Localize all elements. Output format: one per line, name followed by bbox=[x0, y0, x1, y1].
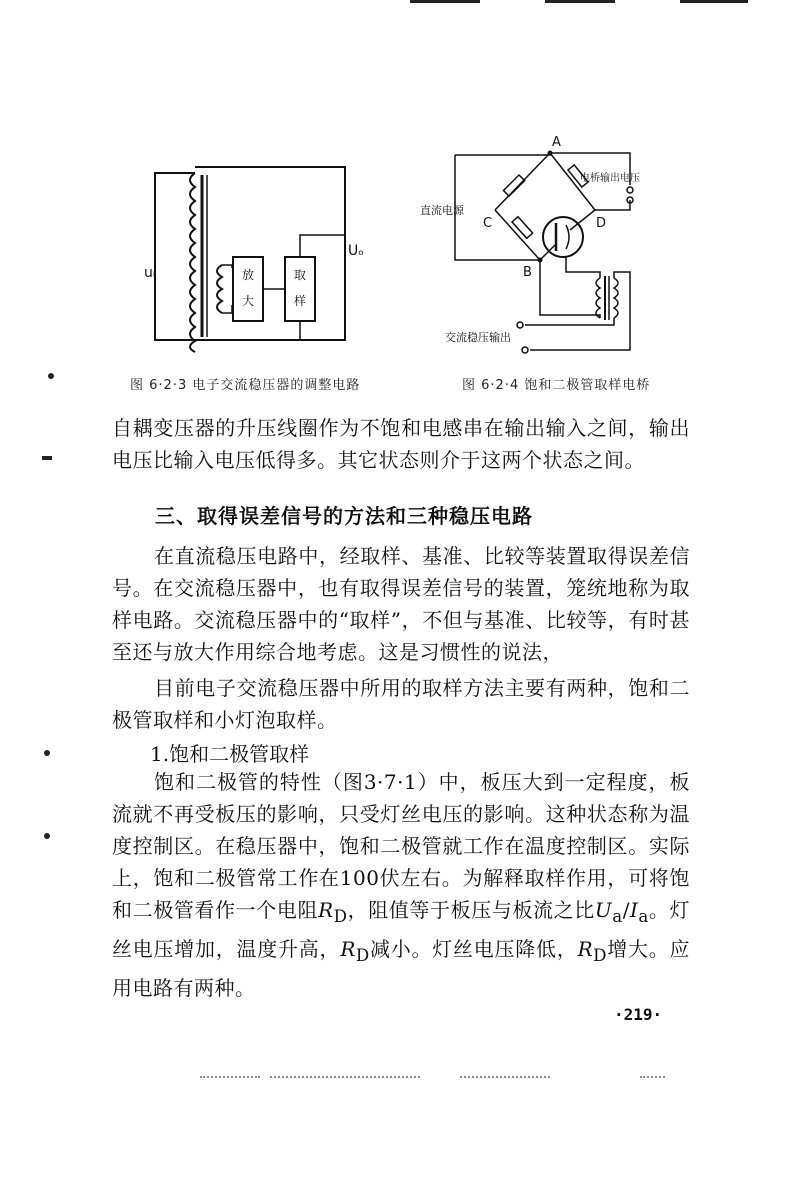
var-rd-sub: D bbox=[593, 946, 607, 965]
output-terminal bbox=[627, 187, 633, 193]
filament-lead bbox=[566, 257, 580, 272]
para4-text-6: 增大。应用电路有两种。 bbox=[112, 937, 691, 1000]
var-rd-sub: D bbox=[355, 946, 370, 965]
saturated-diode bbox=[543, 217, 583, 257]
scan-mark bbox=[410, 0, 480, 3]
scan-noise bbox=[460, 1076, 550, 1080]
paragraph-sampling-methods: 目前电子交流稳压器中所用的取样方法主要有两种，饱和二极管取样和小灯泡取样。 bbox=[112, 676, 690, 732]
dc-source-label: 直流电源 bbox=[420, 204, 464, 217]
transformer-primary bbox=[596, 278, 600, 318]
input-wire bbox=[155, 173, 195, 340]
paragraph-continuation: 自耦变压器的升压线圈作为不饱和电感串在输出输入之间，输出电压比输入电压低得多。其它状态则介于这两个状态之间。 bbox=[112, 416, 690, 472]
bridge-arm-diode-b bbox=[540, 245, 555, 260]
transformer-lead bbox=[580, 272, 600, 278]
bridge-arm-ac bbox=[495, 153, 550, 210]
ac-output-wire bbox=[525, 318, 614, 325]
node-c-label: C bbox=[483, 216, 493, 231]
margin-speck bbox=[48, 373, 54, 379]
amplifier-block bbox=[233, 257, 263, 321]
paragraph-dc-sampling: 在直流稳压电路中，经取样、基准、比较等装置取得误差信号。在交流稳压器中，也有取得误差信号的装置，笼统地称为取样电路。交流稳压器中的“取样”，不但与基准、比较等，有时甚至还与放大作用综合地考虑。这是习惯性的说法， bbox=[112, 544, 690, 664]
sampling-block bbox=[285, 257, 315, 321]
sampling-label-1: 取 bbox=[293, 268, 307, 282]
var-ua: U bbox=[594, 898, 613, 922]
node-dot bbox=[538, 258, 543, 263]
winding-lead bbox=[222, 265, 232, 268]
paragraph-saturated-diode bbox=[112, 766, 690, 1004]
diode-filament bbox=[566, 225, 569, 249]
ac-output-wire bbox=[530, 272, 630, 350]
scan-mark bbox=[680, 0, 748, 3]
bridge-output-wire bbox=[595, 200, 630, 210]
control-winding bbox=[217, 265, 222, 313]
var-rd: R bbox=[340, 937, 356, 961]
sampling-label-2: 样 bbox=[293, 294, 307, 308]
figure-caption-left: 图 6·2·3 电子交流稳压器的调整电路 bbox=[130, 378, 361, 393]
resistor-ac bbox=[503, 175, 524, 196]
var-rd-sub: D bbox=[333, 907, 348, 926]
dc-source-wire bbox=[455, 153, 550, 155]
ac-output-terminal bbox=[517, 322, 523, 328]
var-rd: R bbox=[577, 937, 594, 961]
node-a-label: A bbox=[552, 135, 561, 150]
para4-text-2: ，阻值等于板压与板流之比 bbox=[347, 898, 595, 922]
transformer-secondary bbox=[614, 278, 618, 318]
figure-regulator-circuit bbox=[140, 155, 380, 355]
autotransformer-coil bbox=[190, 173, 195, 352]
var-ia-sub: a bbox=[638, 907, 649, 926]
para4-text-1: 饱和二极管的特性（图3·7·1）中，板压大到一定程度，板流就不再受板压的影响，只受灯丝电压的影响。这种状态称为温度控制区。在稳压器中，饱和二极管就工作在温度控制区。实际上，饱和二极管常工作在100伏左右。为解释取样作用，可将饱和二极管看作一个电阻 bbox=[112, 770, 690, 922]
para4-text-3: / bbox=[622, 898, 630, 922]
winding-lead bbox=[222, 305, 232, 313]
margin-speck bbox=[42, 456, 52, 460]
figure-diode-bridge bbox=[420, 130, 650, 355]
ac-output-label: 交流稳压输出 bbox=[445, 331, 511, 344]
section-heading: 三、取得误差信号的方法和三种稳压电路 bbox=[155, 504, 533, 528]
para4-text-5: 减小。灯丝电压降低， bbox=[369, 937, 578, 961]
sampling-lead bbox=[300, 235, 345, 257]
amplifier-label-2: 大 bbox=[241, 294, 255, 308]
output-wire bbox=[195, 167, 345, 340]
margin-speck bbox=[44, 750, 50, 756]
page-number: ·219· bbox=[614, 1005, 663, 1024]
output-voltage-label: Uₒ bbox=[348, 243, 365, 259]
margin-speck bbox=[44, 833, 50, 839]
resistor-cb bbox=[512, 217, 533, 239]
figure-caption-right: 图 6·2·4 饱和二极管取样电桥 bbox=[462, 378, 651, 393]
subsection-heading: 1.饱和二极管取样 bbox=[150, 742, 310, 766]
var-rd: R bbox=[318, 898, 334, 922]
amplifier-label-1: 放 bbox=[241, 268, 255, 282]
transformer-lead bbox=[540, 260, 600, 318]
node-b-label: B bbox=[523, 265, 532, 280]
node-d-label: D bbox=[596, 216, 607, 231]
node-dot bbox=[548, 151, 553, 156]
var-ua-sub: a bbox=[612, 907, 623, 926]
scan-mark bbox=[545, 0, 615, 3]
input-voltage-label: uᵢ bbox=[144, 265, 156, 281]
var-ia: I bbox=[629, 898, 639, 922]
bridge-output-label: 电桥输出电压 bbox=[580, 173, 640, 184]
scan-noise bbox=[200, 1076, 260, 1080]
para4-text-4: 。灯丝电压增加，温度升高， bbox=[112, 898, 691, 961]
scan-noise bbox=[640, 1076, 665, 1080]
ac-output-terminal bbox=[522, 347, 528, 353]
scan-noise bbox=[270, 1076, 420, 1080]
